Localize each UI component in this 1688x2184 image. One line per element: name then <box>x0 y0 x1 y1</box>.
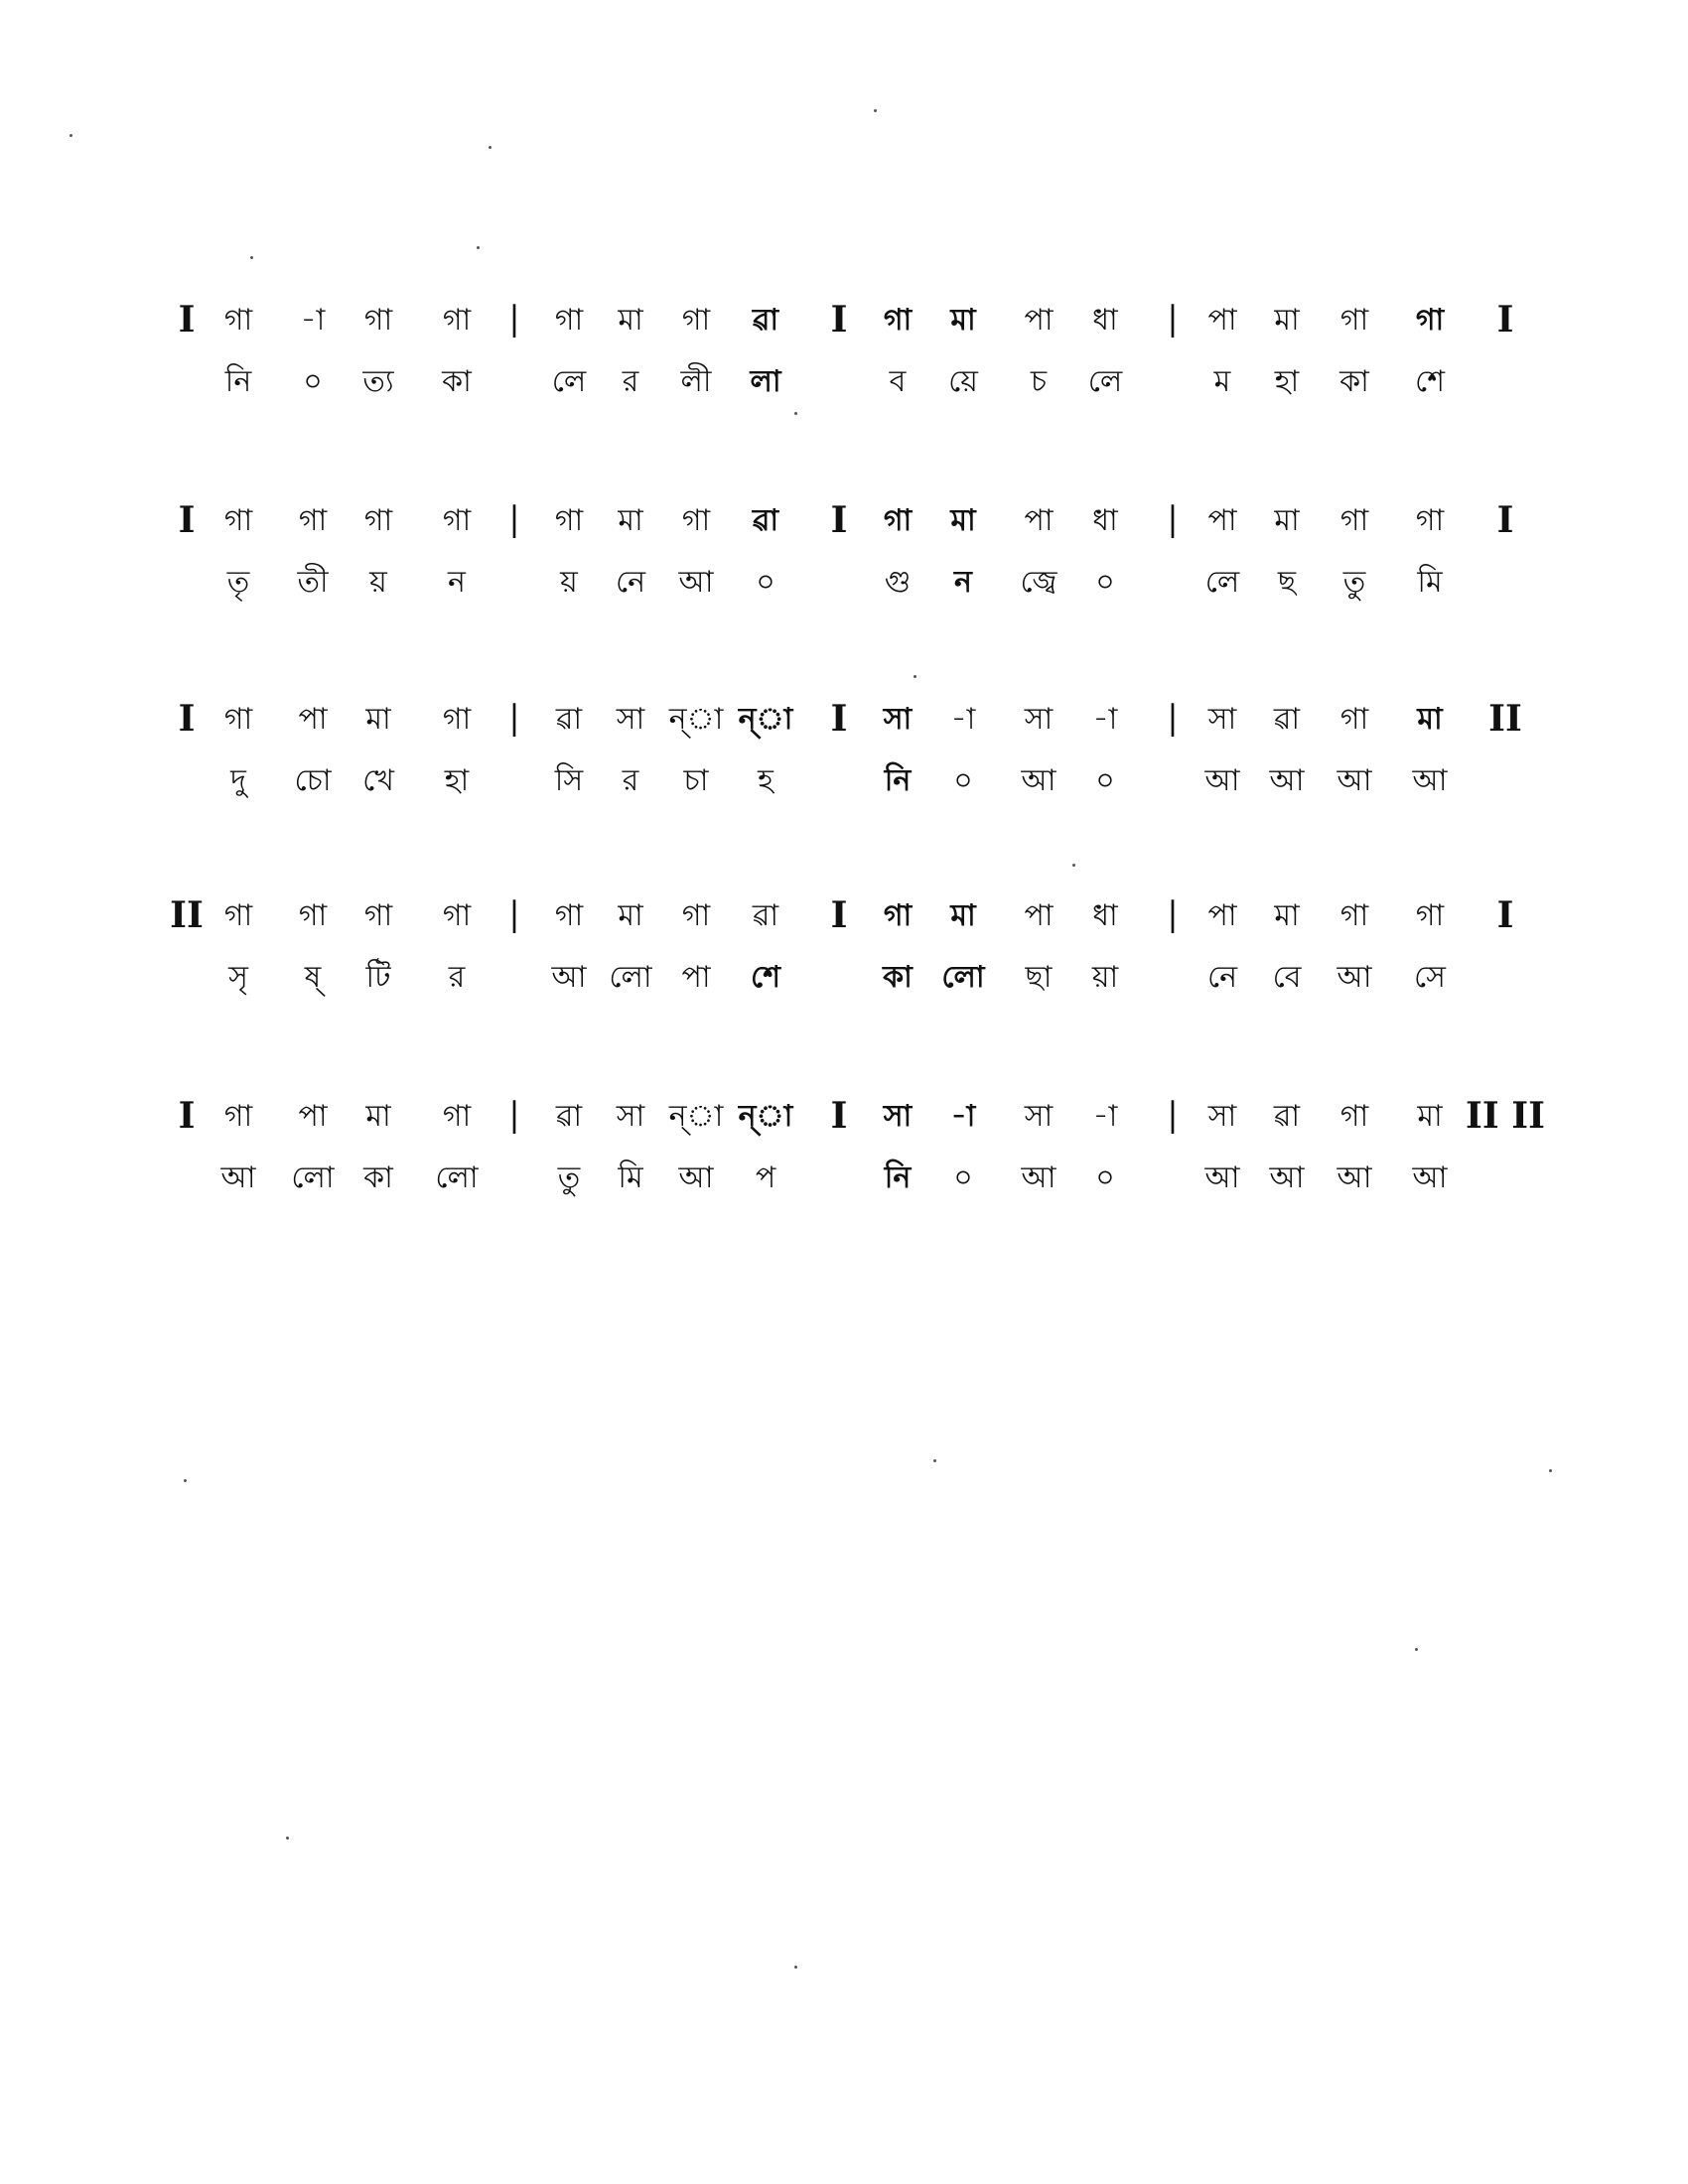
lyric-syllable: আ <box>1204 763 1240 798</box>
lyric-syllable: তু <box>1342 565 1366 600</box>
barline: | <box>508 499 520 539</box>
lyric-syllable: তু <box>557 1160 581 1195</box>
swara-note: মা <box>365 702 391 737</box>
lyric-syllable: লো <box>609 960 652 995</box>
lyric-syllable: তী <box>297 565 329 600</box>
barline: I <box>830 1095 848 1137</box>
barline: | <box>1167 894 1179 934</box>
lyric-syllable: লা <box>750 364 781 399</box>
notation-line <box>0 894 1688 1030</box>
swara-note: মা <box>1274 898 1300 933</box>
swara-note: ৱা <box>752 503 779 538</box>
scan-speck <box>489 146 492 149</box>
lyric-syllable: কা <box>363 1160 393 1195</box>
swara-note: মা <box>1417 702 1443 737</box>
swara-note: সা <box>616 702 645 737</box>
barline: | <box>1167 299 1179 339</box>
swara-note: গা <box>1339 898 1369 933</box>
swara-note: গা <box>1339 303 1369 338</box>
notation-line <box>0 299 1688 435</box>
swara-note: ৱা <box>555 702 583 737</box>
swara-note: গা <box>223 1099 253 1134</box>
scan-speck <box>1415 1648 1418 1651</box>
swara-note: ৱা <box>752 898 779 933</box>
barline: I <box>830 894 848 936</box>
barline: | <box>508 299 520 339</box>
lyric-syllable: খে <box>362 763 394 798</box>
lyric-syllable: য়ে <box>948 364 978 399</box>
swara-note: গা <box>223 303 253 338</box>
swara-note: গা <box>223 702 253 737</box>
lyric-syllable: লে <box>551 364 587 399</box>
swara-note: গা <box>442 1099 472 1134</box>
swara-note: গা <box>223 898 253 933</box>
lyric-syllable: চ <box>1030 364 1048 399</box>
barline: | <box>508 1095 520 1135</box>
lyric-syllable: ষ্ <box>304 960 322 995</box>
swara-note: পা <box>1207 303 1237 338</box>
swara-note: মা <box>1274 303 1300 338</box>
scan-speck <box>914 675 916 678</box>
swara-note: ৱা <box>752 303 779 338</box>
scan-speck <box>1072 864 1075 867</box>
swara-note: সা <box>1024 702 1054 737</box>
swara-note: সা <box>616 1099 645 1134</box>
swara-note: গা <box>442 898 472 933</box>
swara-note: মা <box>950 303 976 338</box>
lyric-syllable: জ্বে <box>1020 565 1057 600</box>
barline: I <box>178 1095 196 1137</box>
swara-note: -া <box>300 303 326 338</box>
swara-note: মা <box>1274 503 1300 538</box>
swara-note: গা <box>883 503 913 538</box>
notation-line <box>0 499 1688 635</box>
lyric-syllable: ০ <box>953 763 973 798</box>
swara-note: গা <box>363 303 393 338</box>
lyric-syllable: ০ <box>953 1160 973 1195</box>
lyric-syllable: লে <box>1087 364 1123 399</box>
lyric-syllable: শে <box>751 960 780 995</box>
swara-note: গা <box>681 303 711 338</box>
swara-note: পা <box>1207 898 1237 933</box>
scan-speck <box>477 246 480 249</box>
swara-note: গা <box>883 898 913 933</box>
swara-note: গা <box>298 503 328 538</box>
lyric-syllable: ০ <box>756 565 775 600</box>
lyric-syllable: আ <box>678 565 714 600</box>
lyric-syllable: র <box>622 364 639 399</box>
scan-speck <box>250 256 253 259</box>
swara-note: ধা <box>1092 898 1118 933</box>
swara-note: সা <box>1207 702 1237 737</box>
lyric-syllable: দু <box>230 763 246 798</box>
swara-note: গা <box>681 898 711 933</box>
scan-speck <box>794 412 797 415</box>
swara-note: মা <box>618 503 643 538</box>
barline: I <box>1496 894 1514 936</box>
barline: I <box>830 698 848 740</box>
swara-note: মা <box>950 898 976 933</box>
notation-line <box>0 1095 1688 1231</box>
lyric-syllable: সে <box>1414 960 1446 995</box>
swara-note: গা <box>442 702 472 737</box>
barline: I <box>178 698 196 740</box>
scan-speck <box>70 134 72 137</box>
lyric-syllable: সৃ <box>228 960 248 995</box>
swara-note: ন্‌া <box>668 702 724 737</box>
swara-note: ন্‌া <box>738 1099 793 1134</box>
barline: | <box>1167 698 1179 738</box>
barline: II <box>1488 698 1522 740</box>
swara-note: গা <box>883 303 913 338</box>
barline: II <box>170 894 204 936</box>
swara-note: পা <box>298 1099 328 1134</box>
swara-note: ৱা <box>555 1099 583 1134</box>
barline: I <box>830 299 848 341</box>
lyric-syllable: ০ <box>303 364 323 399</box>
lyric-syllable: লী <box>680 364 712 399</box>
lyric-syllable: গু <box>884 565 912 600</box>
scan-speck <box>184 1479 187 1482</box>
swara-note: গা <box>442 503 472 538</box>
barline: I <box>178 299 196 341</box>
swara-note: সা <box>883 702 913 737</box>
lyric-syllable: লো <box>941 960 985 995</box>
lyric-syllable: লো <box>435 1160 479 1195</box>
lyric-syllable: র <box>448 960 466 995</box>
lyric-syllable: কা <box>883 960 913 995</box>
swara-note: ন্‌া <box>738 702 793 737</box>
swara-note: -া <box>950 1099 976 1134</box>
lyric-syllable: আ <box>1269 1160 1305 1195</box>
lyric-syllable: কা <box>1339 364 1369 399</box>
lyric-syllable: য়া <box>1091 960 1119 995</box>
swara-note: সা <box>883 1099 913 1134</box>
lyric-syllable: ০ <box>1095 763 1115 798</box>
barline: | <box>508 894 520 934</box>
lyric-syllable: ন <box>448 565 466 600</box>
swara-note: গা <box>1415 303 1445 338</box>
swara-note: গা <box>1339 503 1369 538</box>
lyric-syllable: নি <box>884 1160 912 1195</box>
lyric-syllable: ন <box>954 565 972 600</box>
lyric-syllable: প <box>755 1160 776 1195</box>
lyric-syllable: বে <box>1272 960 1302 995</box>
lyric-syllable: আ <box>1336 960 1372 995</box>
swara-note: গা <box>1339 702 1369 737</box>
scan-speck <box>874 109 877 112</box>
barline: I <box>178 499 196 541</box>
lyric-syllable: ০ <box>1095 565 1115 600</box>
swara-note: ধা <box>1092 303 1118 338</box>
lyric-syllable: মি <box>1417 565 1443 600</box>
lyric-syllable: কা <box>442 364 472 399</box>
barline: II II <box>1466 1095 1545 1137</box>
lyric-syllable: সি <box>554 763 584 798</box>
swara-note: সা <box>1207 1099 1237 1134</box>
swara-note: -া <box>1092 1099 1118 1134</box>
swara-note: গা <box>442 303 472 338</box>
lyric-syllable: নি <box>224 364 252 399</box>
swara-note: পা <box>1207 503 1237 538</box>
barline: I <box>1496 499 1514 541</box>
lyric-syllable: ০ <box>1095 1160 1115 1195</box>
scan-speck <box>1549 1469 1552 1472</box>
swara-note: ৱা <box>1273 702 1301 737</box>
swara-note: গা <box>298 898 328 933</box>
lyric-syllable: মি <box>618 1160 643 1195</box>
lyric-syllable: আ <box>678 1160 714 1195</box>
lyric-syllable: ম <box>1213 364 1231 399</box>
lyric-syllable: আ <box>1412 763 1448 798</box>
swara-note: পা <box>1024 898 1054 933</box>
swara-note: মা <box>618 303 643 338</box>
barline: | <box>508 698 520 738</box>
lyric-syllable: ত্য <box>362 364 394 399</box>
swara-note: গা <box>1415 898 1445 933</box>
swara-note: মা <box>950 503 976 538</box>
lyric-syllable: আ <box>1021 763 1056 798</box>
lyric-syllable: আ <box>1336 1160 1372 1195</box>
lyric-syllable: লো <box>291 1160 335 1195</box>
barline: I <box>1496 299 1514 341</box>
swara-note: -া <box>1092 702 1118 737</box>
barline: | <box>1167 499 1179 539</box>
scan-speck <box>794 1966 797 1969</box>
swara-note: গা <box>223 503 253 538</box>
lyric-syllable: আ <box>220 1160 256 1195</box>
scan-speck <box>933 1459 936 1462</box>
lyric-syllable: হ <box>758 763 774 798</box>
lyric-syllable: লে <box>1204 565 1240 600</box>
lyric-syllable: ছা <box>1025 960 1053 995</box>
swara-note: পা <box>298 702 328 737</box>
lyric-syllable: আ <box>551 960 587 995</box>
lyric-syllable: নে <box>1206 960 1238 995</box>
swara-note: গা <box>681 503 711 538</box>
notation-line <box>0 698 1688 834</box>
swara-note: -া <box>950 702 976 737</box>
swara-note: গা <box>363 898 393 933</box>
lyric-syllable: য় <box>560 565 578 600</box>
barline: | <box>1167 1095 1179 1135</box>
swara-note: ৱা <box>1273 1099 1301 1134</box>
lyric-syllable: য় <box>369 565 387 600</box>
lyric-syllable: আ <box>1269 763 1305 798</box>
lyric-syllable: আ <box>1021 1160 1056 1195</box>
swara-note: সা <box>1024 1099 1054 1134</box>
lyric-syllable: আ <box>1412 1160 1448 1195</box>
lyric-syllable: হা <box>1274 364 1300 399</box>
lyric-syllable: র <box>622 763 639 798</box>
lyric-syllable: পা <box>681 960 711 995</box>
swara-note: ধা <box>1092 503 1118 538</box>
swara-note: পা <box>1024 503 1054 538</box>
swara-note: ন্‌া <box>668 1099 724 1134</box>
lyric-syllable: আ <box>1336 763 1372 798</box>
scan-speck <box>286 1837 289 1840</box>
lyric-syllable: শে <box>1415 364 1445 399</box>
swara-note: গা <box>363 503 393 538</box>
lyric-syllable: তৃ <box>226 565 250 600</box>
swara-note: মা <box>365 1099 391 1134</box>
swara-note: গা <box>1415 503 1445 538</box>
lyric-syllable: আ <box>1204 1160 1240 1195</box>
swara-note: পা <box>1024 303 1054 338</box>
swara-note: মা <box>618 898 643 933</box>
lyric-syllable: ছ <box>1277 565 1297 600</box>
lyric-syllable: নে <box>615 565 646 600</box>
lyric-syllable: চা <box>683 763 709 798</box>
lyric-syllable: চো <box>294 763 332 798</box>
lyric-syllable: টি <box>365 960 391 995</box>
barline: I <box>830 499 848 541</box>
swara-note: গা <box>1339 1099 1369 1134</box>
lyric-syllable: ব <box>889 364 907 399</box>
swara-note: গা <box>554 898 584 933</box>
lyric-syllable: নি <box>884 763 912 798</box>
swara-note: গা <box>554 503 584 538</box>
swara-note: গা <box>554 303 584 338</box>
swara-note: মা <box>1417 1099 1443 1134</box>
lyric-syllable: হা <box>444 763 470 798</box>
